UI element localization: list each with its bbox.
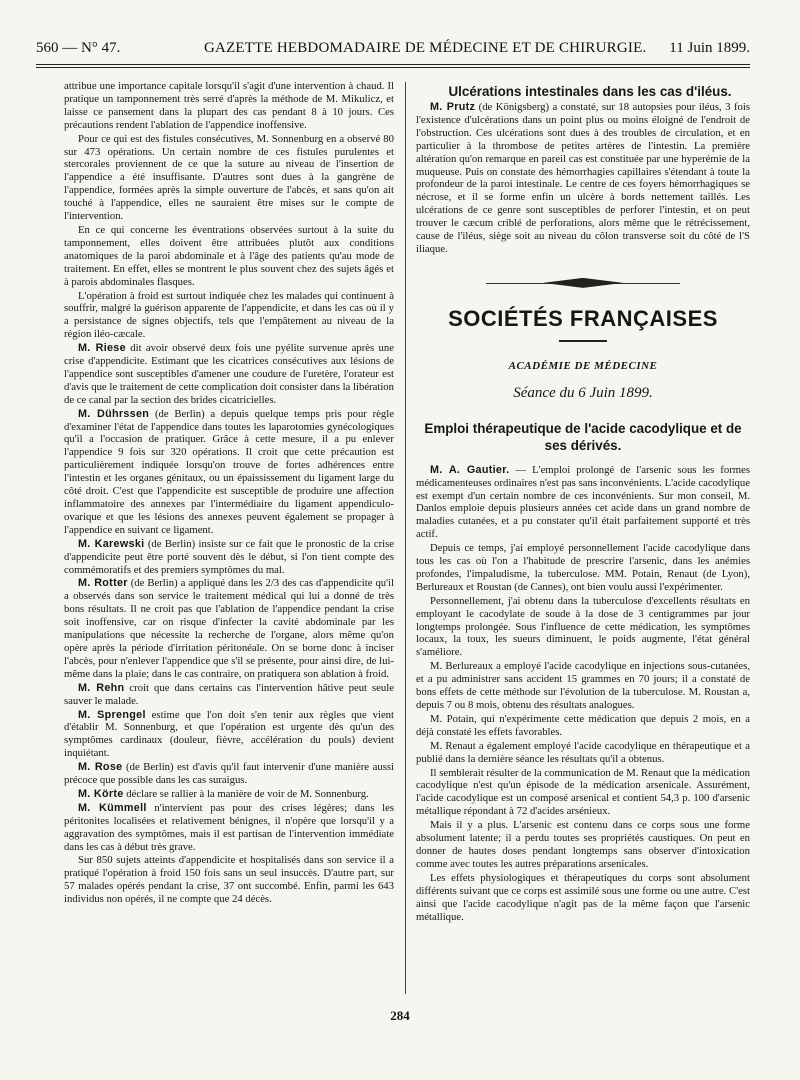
ornamental-separator [416,276,750,292]
paragraph: Personnellement, j'ai obtenu dans la tuberculose d'excellents résultats en employant le cacodylate de soude à la dose de 3 centigrammes par jour longtemps prolongée. Sous l'influence de cette médication, les symptômes locaux, la toux, les sueurs diminuent, le poids augmente, l'état général s'améliore. [416,594,750,659]
left-column [64,80,394,907]
paragraph: Il semblerait résulter de la communication de M. Renaut que la médication cacodylique n'est qu'un épisode de la médication arsenicale. Assurément, l'acide cacodylique est un composé arsenical et contient 54,3 p. 100 d'arsenic métallique répondant à 72 d'acides arsénieux. [416,766,750,818]
speaker-paragraph [64,788,394,801]
speaker-text: croit que dans certains cas l'intervention hâtive peut seule sauver le malade. [64,681,394,707]
speaker-text: (de Berlin) insiste sur ce fait que le pronostic de la crise d'appendicite peut être porté souvent dès le début, si l'on tient compte des commémoratifs et des premiers symptômes du mal. [64,537,394,576]
column-divider [405,82,406,994]
speaker-paragraph [64,538,394,577]
speaker-paragraph [64,682,394,708]
page-number: 284 [390,1008,410,1023]
speaker-paragraph [64,577,394,680]
session-date: Séance du 6 Juin 1899. [513,384,653,401]
paragraph: M. Potain, qui n'expérimente cette médication que depuis 2 mois, en a déjà constaté les effets favorables. [416,712,750,738]
paragraph: M. Berlureaux a employé l'acide cacodylique en injections sous-cutanées, et a pu administrer sans accident 15 grammes en 70 jours; il a constaté de bons effets de cette méthode sur l'évolution de la tuberculose. M. Roustan a, depuis 7 ou 8 mois, obtenu des résultats analogues. [416,660,750,711]
speaker-paragraph [64,342,394,407]
speaker-paragraph [64,802,394,854]
speaker-text: déclare se rallier à la manière de voir de M. Sonnenburg. [123,787,369,800]
speaker-name: M. Körte [78,787,124,800]
speaker-paragraph [416,101,750,256]
speaker-name: M. Rotter [78,577,128,590]
section-heading: SOCIÉTÉS FRANÇAISES [448,305,718,331]
speaker-text: — L'emploi prolongé de l'arsenic sous les formes médicamenteuses ordinaires n'est pas sans inconvénients. L'acide cacodylique est exempt d'un certain nombre de ces inconvénients. Sur mon conseil, M. Danlos emploie depuis plusieurs années cet acide dans un grand nombre de maladies cutanées, et a pu constater qu'il était parfaitement supporté et très actif. [416,463,750,541]
speaker-name: M. Prutz [430,101,476,113]
separator-diamond [543,278,623,288]
academy-name: ACADÉMIE DE MÉDECINE [508,359,658,372]
speaker-paragraph [64,709,394,761]
paragraph: En ce qui concerne les éventrations observées surtout à la suite du tamponnement, elles doivent être attribuées plutôt aux conditions anatomiques de la paroi abdominale et à l'âge des patients qu'au mode de traitement. En effet, elles se montrent le plus souvent chez des sujets âgés et à parois abdominales flasques. [64,223,394,288]
paragraph: Sur 850 sujets atteints d'appendicite et hospitalisés dans son service il a pratiqué l'opération à froid 150 fois sans un seul insuccès. D'autre part, sur 57 malades opérés pendant la crise, 37 ont succombé. Enfin, parmi les 643 individus non opérés, il ne compte que 24 décès. [64,854,394,906]
speaker-paragraph [416,464,750,541]
right-column [416,84,750,924]
article-title: Emploi thérapeutique de l'acide cacodylique et de ses dérivés. [424,420,742,453]
speaker-text: (de Berlin) est d'avis qu'il faut intervenir d'une manière aussi précoce que possible dans les cas suraigus. [64,761,394,787]
paragraph: Depuis ce temps, j'ai employé personnellement l'acide cacodylique dans tous les cas où l'on a l'habitude de prescrire l'arsenic, dans les anémies profondes, l'impaludisme, la tuberculose. MM. Potain, Renaut (de Lyon), Berlureaux et Roustan (de Cannes), ont bien voulu aussi l'expérimenter. [416,542,750,593]
issue-date: 11 Juin 1899. [669,40,750,56]
speaker-paragraph [64,408,394,537]
speaker-name: M. Rose [78,761,123,774]
speaker-name: M. Riese [78,342,126,355]
paragraph: Mais il y a plus. L'arsenic est contenu dans ce corps sous une forme absolument latente; il a perdu toutes ses propriétés caustiques. On peut en donner de hautes doses pendant longtemps sans observer d'intoxication comme avec toutes les autres préparations arsenicales. [416,819,750,870]
speaker-name: M. Karewski [78,537,145,550]
speaker-name: M. Sprengel [78,708,146,721]
paragraph: L'opération à froid est surtout indiquée chez les malades qui continuent à souffrir, malgré la guérison apparente de l'appendicite, et dans les cas où il y a persistance de signes objectifs, tels que l'empâtement au niveau de la région iléo-cæcale. [64,289,394,341]
speaker-text: dit avoir observé deux fois une pyélite survenue après une crise d'appendicite. Estimant que les cicatrices consécutives aux lésions de l'appendice sont susceptibles d'amener une coudure de l'uretère, l'orateur est d'avis que le traitement de cette complication doit consister dans la libération de ce canal par la section des brides cicatricielles. [64,342,394,406]
speaker-text: n'intervient pas pour des crises légères; dans les péritonites localisées et relativement bénignes, il n'opère que lorsqu'il y a aggravation des symptômes, mais il est partisan de l'intervention immédiate dans les cas à début très grave. [64,801,394,853]
paragraph: Les effets physiologiques et thérapeutiques du corps sont absolument différents suivant que ce corps est assimilé sous une forme ou une autre. C'est ainsi que l'acide cacodylique n'agit pas de la même façon que l'arsenic métallique. [416,871,750,923]
speaker-text: estime que l'on doit s'en tenir aux règles que vient d'établir M. Sonnenburg, et que l'opération est urgente dès qu'un des symptômes cardinaux (douleur, fièvre, accélération du pouls) devient inquiétant. [64,708,395,760]
section-title: Ulcérations intestinales dans les cas d'iléus. [448,84,732,99]
speaker-paragraph [64,761,394,787]
speaker-text: (de Königsberg) a constaté, sur 18 autopsies pour iléus, 3 fois l'existence d'ulcérations dans un point plus ou moins éloigné de l'endroit de l'obstruction. Ces ulcérations sont dues à des troubles de circulation, et en particulier à la thrombose de petites artères de l'intestin. La première altération qu'on remarque en pareil cas est constituée par une hyperémie de la muqueuse. Puis on constate des hémorrhagies capillaires s'étendant à toute la profondeur de la paroi intestinale. Le centre de ces foyers hémorrhagiques se nécrose, et il se forme enfin un ulcère à bords nettement taillés. Les ulcérations de ce genre sont susceptibles de perforer l'intestin, et on peut trouver le cæcum criblé de perforations, alors même que le rétrécissement, cause de l'iléus, siège soit au niveau du côlon transverse soit du côté de l'S iliaque. [416,101,750,255]
paragraph: attribue une importance capitale lorsqu'il s'agit d'une intervention à chaud. Il pratique un tamponnement très serré d'après la méthode de M. Mikulicz, et laisse ce pansement dans la plupart des cas pendant 8 à 10 jours. Ces précautions rendent l'ablation de l'appendice inoffensive. [64,80,394,131]
speaker-name: M. Dührssen [78,407,150,420]
running-header [36,40,750,62]
speaker-text: (de Berlin) a depuis quelque temps pris pour règle d'examiner l'état de l'appendice dans toutes les laparotomies gynécologiques qu'il a l'occasion de pratiquer. Grâce à cette mesure, il a pu enlever l'appendice 9 fois sur 320 opérations. Il croit que cette précaution est particulièrement indiquée lorsqu'on trouve de fortes adhérences entre l'intestin et les organes génitaux, ou un épaississement du ligament large du côté droit. C'est que l'appendicite est susceptible de produire une affection inflammatoire des annexes par l'intermédiaire du ligament appendiculo-ovarique et que les lésions des annexes peuvent également se propager à l'appendice en suivant ce ligament. [64,407,394,536]
header-rule-double [36,67,750,68]
issue-number: 560 — N° 47. [36,40,121,56]
speaker-name: M. Rehn [78,681,125,694]
short-rule [559,340,607,342]
header-rule [36,64,750,65]
speaker-text: (de Berlin) a appliqué dans les 2/3 des cas d'appendicite qu'il a observés dans son service le traitement médical qui lui a donné de très bons résultats. Il ne croit pas que l'ablation de l'appendice pendant la crise soit inoffensive, car on risque d'infecter la cavité abdominale par les manipulations que nécessite la recherche de l'organe, alors même qu'on opère après la période d'irritation péritonéale. On se borne donc à inciser l'abcès, pour n'enlever l'appendice que s'il se présente, pour ainsi dire, de lui-même dans la plaie; dans le cas contraire, on pratiquera son ablation à froid. [64,577,394,680]
speaker-name: M. Kümmell [78,801,147,814]
journal-title: GAZETTE HEBDOMADAIRE DE MÉDECINE ET DE CHIRURGIE. [204,40,647,56]
speaker-name: M. A. Gautier. [430,463,510,476]
paragraph: M. Renaut a également employé l'acide cacodylique en thérapeutique et a publié dans la dernière séance les résultats qu'il a obtenus. [416,739,750,765]
paragraph: Pour ce qui est des fistules consécutives, M. Sonnenburg en a observé 80 sur 473 opérations. Un certain nombre de ces fistules purulentes et stercorales proviennent de ce que la suture au niveau de l'insertion de l'appendice a été insuffisante. D'autres sont dues à la gangrène de l'appendice, formées après la simple ouverture de l'abcès, et sans qu'on ait touché à l'appendice, elles ne sauraient être mises sur le compte de l'intervention. [64,132,394,223]
